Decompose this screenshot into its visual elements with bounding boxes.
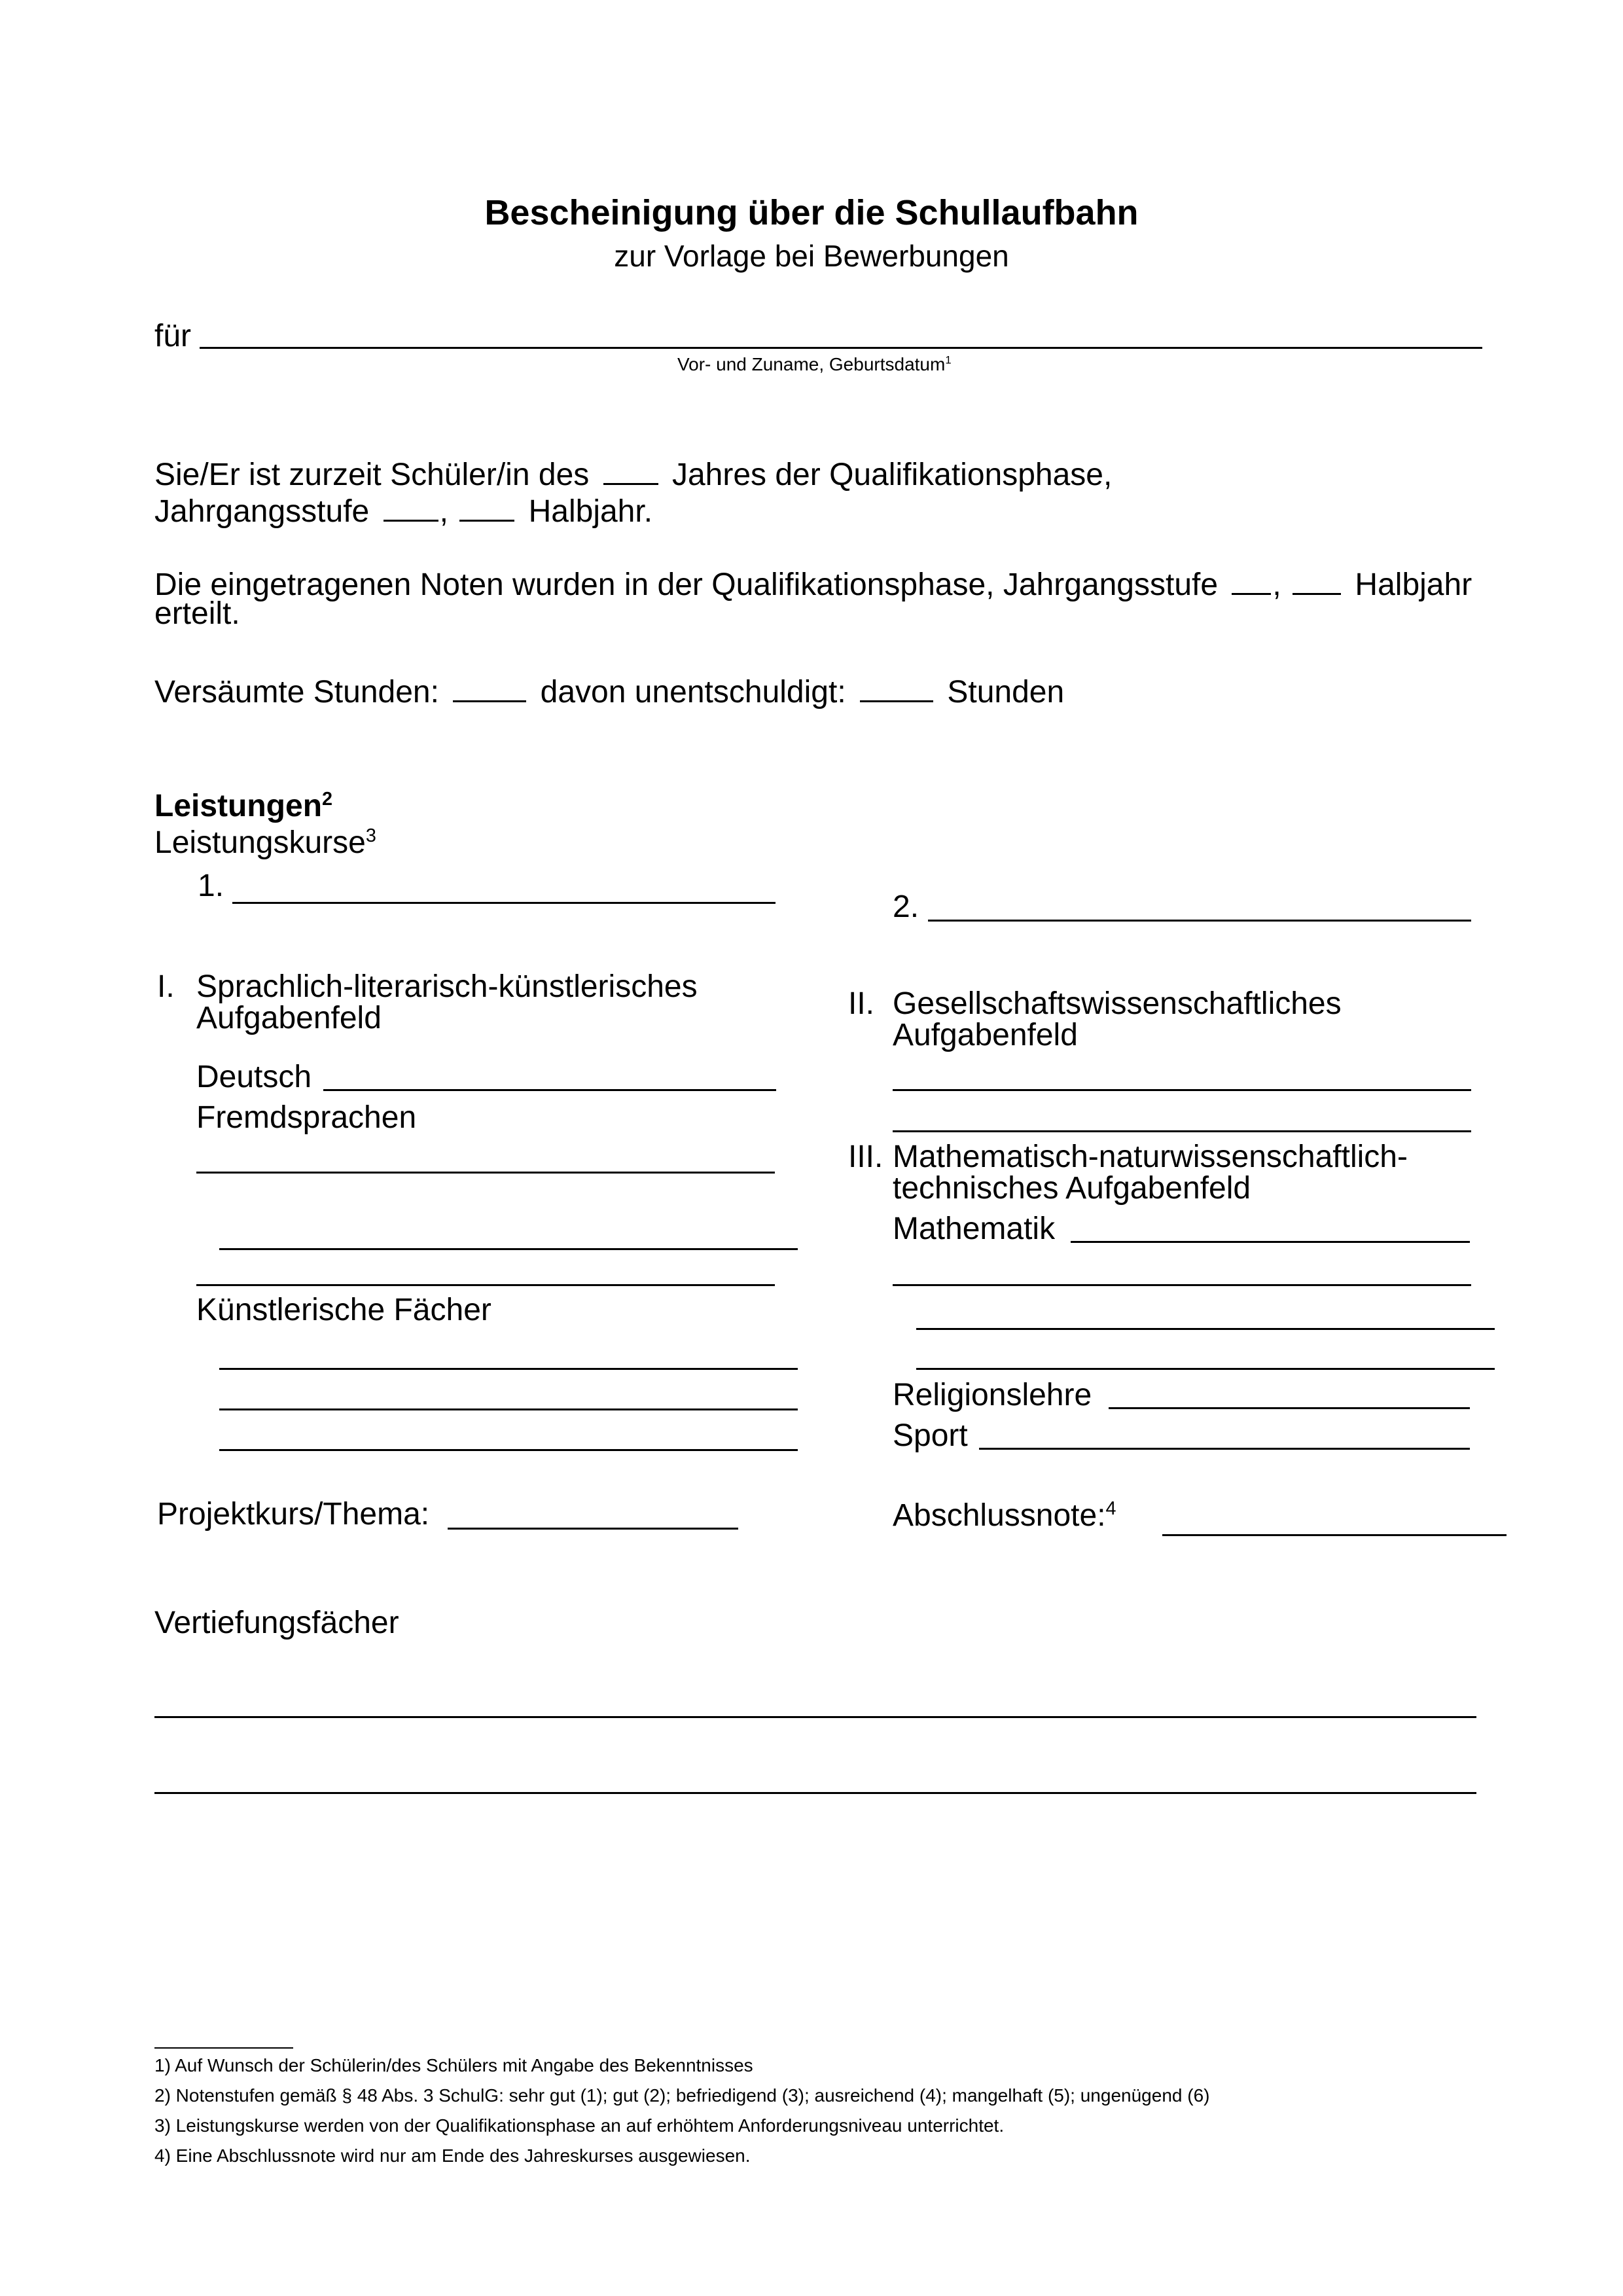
footnote-separator <box>154 2047 293 2049</box>
footnote-2: 2) Notenstufen gemäß § 48 Abs. 3 SchulG: sehr gut (1); gut (2); befriedigend (3); ausreichend (4); mangelhaft (5); ungenügend (6) <box>154 2085 1210 2106</box>
religion-field[interactable] <box>1109 1407 1470 1409</box>
science-field-1[interactable] <box>893 1284 1471 1286</box>
page-subtitle: zur Vorlage bei Bewerbungen <box>614 239 1009 273</box>
absence-line: Versäumte Stunden: davon unentschuldigt: Stunden <box>154 675 1065 709</box>
footnote-1: 1) Auf Wunsch der Schülerin/des Schülers mit Angabe des Bekenntnisses <box>154 2055 753 2075</box>
deepening-subjects-field-2[interactable] <box>154 1792 1476 1794</box>
year-field[interactable] <box>603 457 658 485</box>
field-1-title-line-1: Sprachlich-literarisch-künstlerisches <box>196 969 698 1004</box>
arts-subject-field-1[interactable] <box>219 1368 798 1370</box>
field-3-number: III. <box>848 1139 883 1174</box>
advanced-course-1-number: 1. <box>198 869 224 903</box>
religion-label: Religionslehre <box>893 1378 1092 1412</box>
social-science-field-1[interactable] <box>893 1089 1471 1091</box>
field-3-title-line-2: technisches Aufgabenfeld <box>893 1171 1251 1206</box>
deutsch-field[interactable] <box>323 1089 776 1091</box>
grades-semester-field[interactable] <box>1293 567 1341 595</box>
project-course-field[interactable] <box>448 1528 738 1530</box>
mathematics-field[interactable] <box>1071 1241 1470 1243</box>
foreign-language-field-2[interactable] <box>219 1248 798 1250</box>
field-1-title-line-2: Aufgabenfeld <box>196 1001 382 1035</box>
field-2-title-line-1: Gesellschaftswissenschaftliches <box>893 986 1342 1021</box>
arts-subjects-label: Künstlerische Fächer <box>196 1293 491 1327</box>
missed-hours-field[interactable] <box>453 674 526 702</box>
social-science-field-2[interactable] <box>893 1130 1471 1132</box>
name-field[interactable] <box>200 347 1482 349</box>
advanced-course-2-field[interactable] <box>928 920 1471 922</box>
status-line-2: Jahrgangsstufe , Halbjahr. <box>154 494 653 529</box>
field-3-title-line-1: Mathematisch-naturwissenschaftlich- <box>893 1139 1408 1174</box>
grades-info-line-2: erteilt. <box>154 596 240 631</box>
deepening-subjects-label: Vertiefungsfächer <box>154 1605 399 1640</box>
name-label: für <box>154 319 192 353</box>
foreign-language-field-3[interactable] <box>196 1284 775 1286</box>
final-grade-label: Abschlussnote:$^4$ <box>893 1498 1116 1533</box>
unexcused-hours-field[interactable] <box>860 674 933 702</box>
grades-level-field[interactable] <box>1232 567 1271 595</box>
project-course-label: Projektkurs/Thema: <box>157 1497 430 1532</box>
foreign-language-field-1[interactable] <box>196 1172 775 1174</box>
advanced-courses-label: Leistungskurse$^3$ <box>154 825 376 860</box>
performance-heading: Leistungen$^2$ <box>154 789 333 823</box>
sport-field[interactable] <box>979 1448 1470 1450</box>
field-1-number: I. <box>157 969 175 1004</box>
status-line-1: Sie/Er ist zurzeit Schüler/in des Jahres der Qualifikationsphase, <box>154 457 1113 492</box>
science-field-3[interactable] <box>916 1368 1495 1370</box>
sport-label: Sport <box>893 1418 968 1453</box>
foreign-languages-label: Fremdsprachen <box>196 1100 417 1135</box>
arts-subject-field-3[interactable] <box>219 1449 798 1451</box>
page-title: Bescheinigung über die Schullaufbahn <box>484 193 1139 232</box>
name-caption: Vor- und Zuname, Geburtsdatum$^1$ <box>677 353 952 374</box>
semester-field[interactable] <box>459 493 514 522</box>
mathematics-label: Mathematik <box>893 1211 1056 1246</box>
footnote-3: 3) Leistungskurse werden von der Qualifikationsphase an auf erhöhtem Anforderungsniveau unterrichtet. <box>154 2115 1005 2136</box>
advanced-course-2-number: 2. <box>893 889 919 924</box>
advanced-course-1-field[interactable] <box>232 902 776 904</box>
field-2-title-line-2: Aufgabenfeld <box>893 1018 1078 1052</box>
arts-subject-field-2[interactable] <box>219 1408 798 1410</box>
science-field-2[interactable] <box>916 1328 1495 1330</box>
grade-level-field[interactable] <box>383 493 438 522</box>
deutsch-label: Deutsch <box>196 1060 312 1094</box>
field-2-number: II. <box>848 986 875 1021</box>
final-grade-field[interactable] <box>1162 1534 1507 1536</box>
deepening-subjects-field-1[interactable] <box>154 1716 1476 1718</box>
footnote-4: 4) Eine Abschlussnote wird nur am Ende des Jahreskurses ausgewiesen. <box>154 2145 751 2166</box>
grades-info-line-1: Die eingetragenen Noten wurden in der Qualifikationsphase, Jahrgangsstufe , Halbjahr <box>154 567 1472 602</box>
